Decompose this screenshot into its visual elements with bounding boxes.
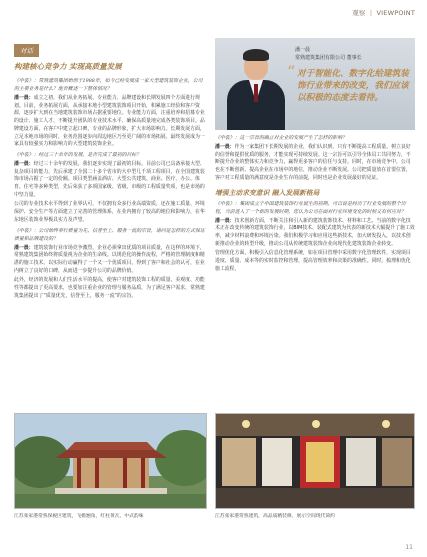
answer-2-speaker: 潘一晨： — [14, 160, 34, 167]
question-5: 《中装》：集团成立于中国建筑装饰行业诞生的初期，可以说是经历了行业发展的整个历程，当前进入了一个新的发展时期，您认为公司在面对行业环境变化的时候又有何应对？ — [215, 200, 406, 215]
answer-2 — [14, 161, 207, 200]
caption-left: 江苏张家港常熟保税区建筑，飞檐翘角，红柱黄瓦，中式韵味 — [14, 514, 144, 519]
answer-1-text: 成立之初，我们从业务拓展、专业能力、品牌建设和长期发展四个方面进行规划。目前，业务拓展方面，从承接本地小型建筑装饰项目开始，积累施工经验和客户资源，逐步扩大到在当地建筑装饰市场占据重要地位。专业能力方面，注重培养和招募专业的设计、施工人才，不断提升团队的专业技术水平，确保高质量地完成各类装饰项目。品牌建设方面，在客户中建立起口碑，专业的品牌形象，扩大市场影响力。长期发展方面，立足本地市场的同时，业务范围逐步向周边地区乃至更广阔的市场拓展，最终发展成为一家具有较强实力和影响力的大型建筑装饰企业。 — [14, 95, 205, 148]
answer-4-speaker: 潘一晨： — [215, 144, 235, 150]
question-2: 《中装》：经过三十余年的发展，是否完成了最初的目标？ — [14, 151, 142, 158]
question-1: 《中装》：常熟建筑集团始创于1988年，如今已经发展成一家大型建筑装饰企业，公司的主要业务是什么？能否概述一下整体情况？ — [14, 78, 203, 92]
answer-2b: 公司的专业技术水平得到了业界认可，不仅拥有众多行业高端资质，还在施工质量、环境保护、安全生产等方面建立了完善的管理体系，在业内拥有了较高的地位和影响力，在华东地区装饰业界极具实力及声望。 — [14, 201, 205, 223]
portrait-photo — [215, 38, 415, 130]
pavilion-illustration — [15, 414, 207, 509]
question-4: 《中装》：这一宗旨的确立对企业的发展产生了怎样的影响？ — [215, 135, 348, 141]
answer-4-text: 作为一家集团下长期发展的企业，我们认识到，只有不断提高工程质量、树立良好的信誉和提供优质的服务，才能实现可持续发展。这一宗旨可以引导全体员工共同努力，不断提升企业的整体实力和竞争力，赢得更多客户的信任与支持。同时，在市场竞争中，公司也在不断创新，提高企业在市场中的地位，推动企业不断发展。公司把质量放在首要位置，客户对工程质量的满意度是企业生存的前提，同时也是企业发展最好的见证。 — [215, 144, 411, 181]
page-header — [352, 8, 415, 17]
building-photo-left — [14, 413, 207, 509]
answer-3 — [14, 245, 207, 276]
building-photo-right — [215, 413, 415, 509]
answer-5b: 管理优化方面，积极引入信息化管理系统，如在项目管理中采用数字化管理软件，实现项目进度、质量、成本等的实时监控和管理，提高管理效率和决策的准确性。同时，梳理和优化施工流程， — [215, 250, 411, 272]
left-column — [14, 38, 207, 302]
question-3: 《中装》：公司始终奉行质量为先、信誉至上、服务一流的宗旨，请问是怎样的方式保证质量和品牌建设的？ — [14, 227, 205, 242]
portrait-name: 潘一晨 — [295, 47, 311, 53]
answer-4 — [215, 144, 415, 183]
answer-1 — [14, 95, 207, 149]
interior-illustration — [216, 414, 415, 509]
right-column — [215, 38, 415, 275]
header-left: 观察 — [352, 9, 366, 17]
answer-1-speaker: 潘一晨： — [14, 95, 34, 101]
section-tag: 对话 — [14, 44, 39, 57]
person-figure — [225, 46, 287, 130]
portrait-title: 常熟建筑集团有限公司 董事长 — [295, 55, 362, 61]
subsection-title: 增强主动求变意识 融入发展新格局 — [215, 188, 320, 197]
page-number: 11 — [405, 544, 413, 551]
header-right: VIEWPOINT — [376, 9, 415, 17]
header-separator: | — [369, 9, 373, 17]
caption-right: 江苏张家港常熟建筑，高品质精装修，展示空间现代简约 — [215, 514, 335, 519]
answer-5-text: 技术创新方面，不断关注和引入新的建筑装饰技术、材料和工艺。当前的数字化技术正在改变传统的建筑装饰行业，以BIM技术、装配式建筑为代表的新技术大幅提升了施工效率，减少材料浪费和环境污染。我们积极学习和应用这些新技术，加大研发投入，以技术创新推动企业的转型升级，推动公司从传统建筑装饰企业向现代化建筑装饰企业转变。 — [215, 217, 415, 247]
answer-3-text: 建筑装饰行业市场竞争激烈，企业必须拿出优质的项目质量，在这样的环境下，常熟建筑集团始终将质量视为企业的生命线。以规范化的操作流程，严格的管理制度和精湛的施工技术，以实际行动赢得了一个又一个优质项目，得到了客户和社会的认可，在业内树立了良好的口碑，从而进一步提升公司的品牌价值。 — [14, 244, 205, 274]
section-title: 构建核心竞争力 实现高质量发展 — [14, 62, 122, 71]
answer-2-text: 经过三十余年的发展，我们逐步实现了最初的目标。目前公司已具备承接大型、复杂项目的能力，先后承建了全国二十多个省市的大中型几千项工程项目，在全国建筑装饰市场占据了一定的份额。项目类型涵盖酒店、大型公共建筑、商业、医疗、办公、体育、住宅等多种类型，先后荣获了多项国家级、省级、市级的工程质量奖项，也是市场的中坚力量。 — [14, 160, 205, 198]
answer-3b: 此外，经济的发展和人们生活水平的提高，使客户对建筑装饰工程的质量、美观度、功能性等都提出了更高要求，也要加注重企业的管理与服务品质，为了满足客户需求，常熟建筑集团提出了“质量优先，信誉至上，服务一流”的宗旨。 — [14, 277, 205, 299]
answer-5 — [215, 218, 415, 249]
portrait-panel — [215, 38, 415, 130]
pull-quote: 对于智能化、数字化给建筑装饰行业带来的改变，我们应该以积极的态度去看待。 — [297, 69, 409, 103]
quote-mark-icon: “ — [287, 62, 296, 81]
answer-5-speaker: 潘一晨： — [215, 217, 235, 224]
answer-3-speaker: 潘一晨： — [14, 244, 34, 251]
